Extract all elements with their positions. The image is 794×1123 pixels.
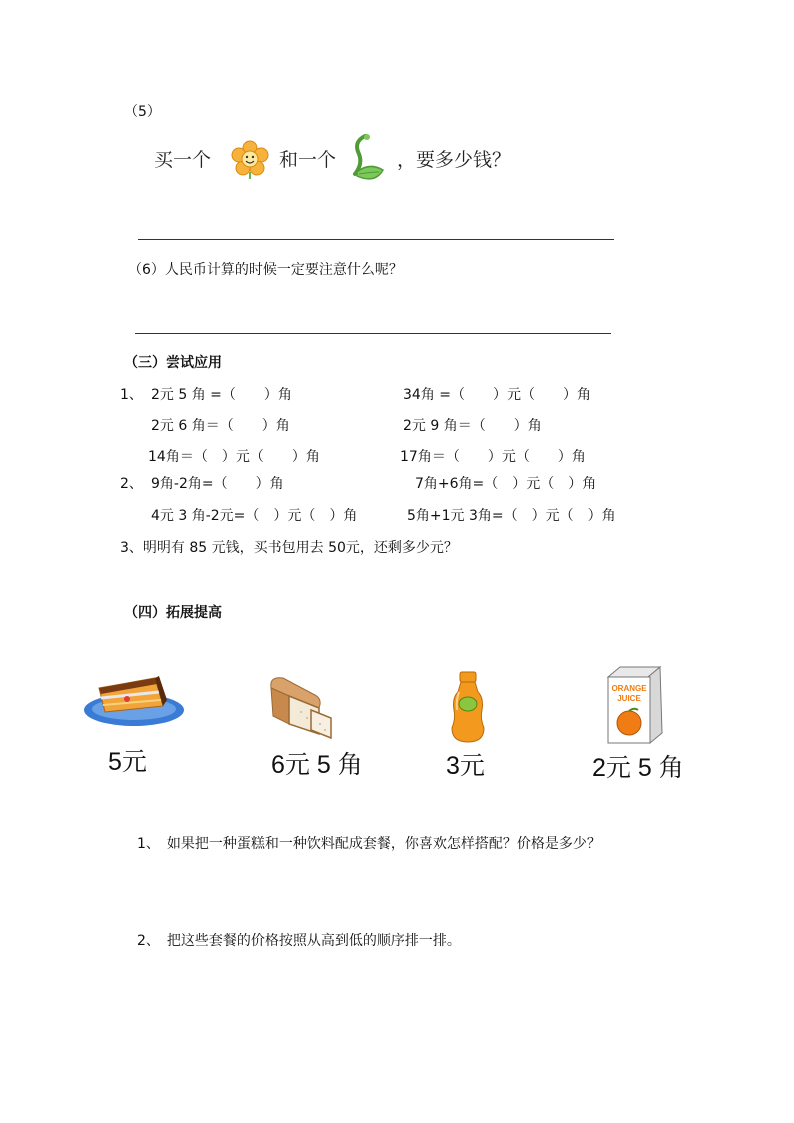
- q5-text-before: 买一个: [154, 149, 212, 171]
- q5-text-after: ，要多少钱？: [397, 149, 512, 171]
- price-label: 2元 5 角: [592, 754, 684, 782]
- exercise-item: 9角-2角=（ ）角: [151, 476, 284, 492]
- word-problem: 3、明明有 85 元钱，买书包用去 50元，还剩多少元？: [120, 540, 458, 556]
- exercise-item: 14角＝（ ）元（ ）角: [148, 449, 320, 465]
- exercise-item: 2元 6 角＝（ ）角: [151, 418, 290, 434]
- exercise-item: 5角+1元 3角=（ ）元（ ）角: [407, 508, 616, 524]
- row-number: 2、: [120, 476, 143, 492]
- flower-icon: [230, 140, 270, 180]
- question-1: 1、 如果把一种蛋糕和一种饮料配成套餐，你喜欢怎样搭配？价格是多少？: [137, 836, 601, 852]
- exercise-item: 2元 5 角 =（ ）角: [151, 387, 292, 403]
- carton-label: ORANGE: [611, 684, 647, 693]
- answer-line: [138, 239, 614, 240]
- exercise-item: 7角+6角=（ ）元（ ）角: [415, 476, 597, 492]
- cake-slice-icon: [83, 672, 187, 728]
- bread-loaf-icon: [265, 674, 337, 740]
- carton-label: JUICE: [617, 694, 641, 703]
- leaf-icon: [345, 132, 390, 184]
- exercise-item: 34角 =（ ）元（ ）角: [403, 387, 591, 403]
- answer-line: [135, 333, 611, 334]
- q5-text-middle: 和一个: [279, 149, 337, 171]
- orange-juice-carton-icon: [604, 663, 666, 745]
- section-title: （四）拓展提高: [124, 605, 222, 621]
- juice-bottle-icon: [448, 670, 488, 744]
- row-number: 1、: [120, 387, 143, 403]
- price-label: 3元: [446, 752, 485, 780]
- section-title: （三）尝试应用: [124, 355, 222, 371]
- q5-number: （5）: [124, 104, 161, 120]
- question-2: 2、 把这些套餐的价格按照从高到低的顺序排一排。: [137, 933, 461, 949]
- exercise-item: 2元 9 角＝（ ）角: [403, 418, 542, 434]
- exercise-item: 17角＝（ ）元（ ）角: [400, 449, 586, 465]
- exercise-item: 4元 3 角-2元=（ ）元（ ）角: [151, 508, 358, 524]
- q6-text: （6）人民币计算的时候一定要注意什么呢？: [128, 262, 403, 278]
- price-label: 6元 5 角: [271, 751, 363, 779]
- price-label: 5元: [108, 748, 147, 776]
